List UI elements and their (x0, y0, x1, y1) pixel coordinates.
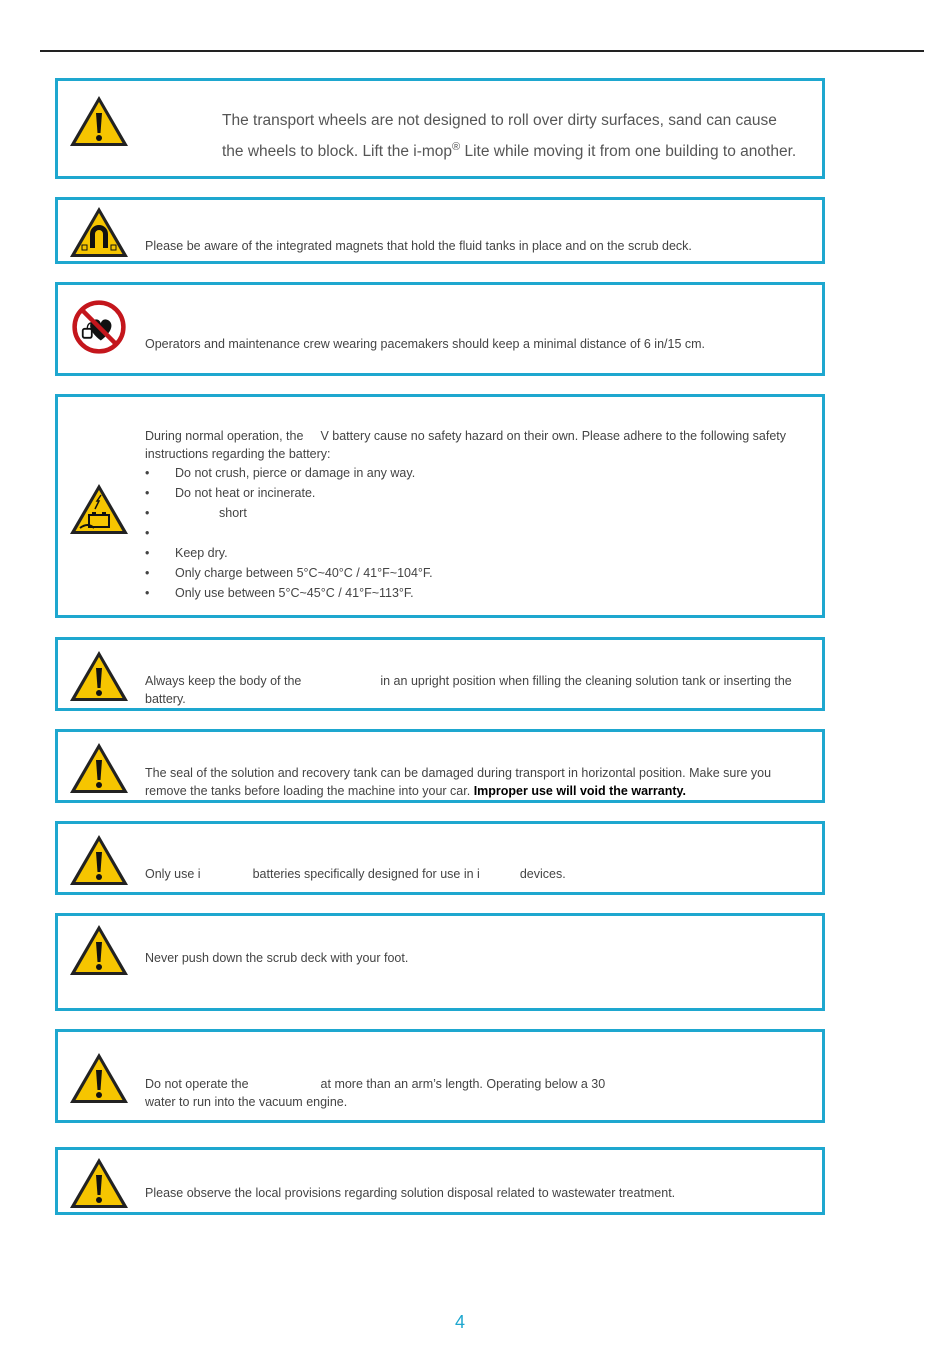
warning-box-magnets (55, 197, 825, 264)
no-pacemaker-icon (68, 299, 130, 355)
list-item: • Only charge between 5°C~40°C / 41°F~104°F. (145, 566, 433, 580)
warning-box-pacemaker (55, 282, 825, 376)
page-number: 4 (454, 1312, 465, 1332)
warning-text-disposal: Please observe the local provisions regarding solution disposal related to wastewater treatment. (145, 1186, 676, 1200)
warranty-notice: Improper use will void the warranty. (473, 784, 687, 798)
warning-text-pacemaker: Operators and maintenance crew wearing pacemakers should keep a minimal distance of 6 in/15 cm. (145, 337, 706, 351)
warning-text-tank-seal: The seal of the solution and recovery tank can be damaged during transport in horizontal position. Make sure you remove the tanks before loading the machine into your car. Improper use will void the warranty. (145, 766, 772, 798)
magnet-warning-icon (68, 204, 130, 260)
warning-box-disposal (55, 1147, 825, 1215)
warning-box-arm-length (55, 1029, 825, 1123)
warning-text-magnets: Please be aware of the integrated magnets that hold the fluid tanks in place and on the scrub deck. (145, 239, 692, 253)
list-item: • Keep dry. (145, 546, 228, 560)
list-item: • Do not heat or incinerate. (145, 486, 316, 500)
warning-box-tank-seal (55, 729, 825, 803)
warning-text-transport-wheels: The transport wheels are not designed to roll over dirty surfaces, sand can cause the wheels to block. Lift the i-mop® Lite while moving it from one building to another. (222, 112, 797, 161)
warning-box-battery (55, 394, 825, 618)
warning-text-batteries: Only use i batteries specifically designed for use in i devices. (145, 867, 566, 881)
list-item: • Do not crush, pierce or damage in any way. (145, 466, 416, 480)
warning-text-scrub-deck: Never push down the scrub deck with your foot. (145, 951, 409, 965)
warning-box-batteries (55, 821, 825, 895)
header-rule (40, 50, 924, 52)
warning-box-upright (55, 637, 825, 711)
list-item: • short (145, 506, 247, 520)
list-item: • (145, 526, 150, 540)
battery-intro: During normal operation, the V battery cause no safety hazard on their own. Please adhere to the following safety instructions regarding the battery: (145, 429, 786, 461)
warning-triangle-icon (68, 93, 130, 149)
warning-box-scrub-deck (55, 913, 825, 1011)
warning-text-upright: Always keep the body of the in an upright position when filling the cleaning solution tank or inserting the battery. (145, 674, 792, 706)
warning-triangle-icon (68, 832, 130, 888)
warning-triangle-icon (68, 922, 130, 978)
warning-triangle-icon (68, 1050, 130, 1106)
warning-triangle-icon (68, 740, 130, 796)
warning-triangle-icon (68, 1155, 130, 1211)
list-item: • Only use between 5°C~45°C / 41°F~113°F. (145, 586, 414, 600)
warning-box-transport-wheels (55, 78, 825, 179)
warning-text-arm-length: Do not operate the at more than an arm’s length. Operating below a 30 water to run into the vacuum engine. (145, 1077, 606, 1109)
battery-hazard-icon (68, 481, 130, 537)
warning-triangle-icon (68, 648, 130, 704)
battery-instructions (145, 427, 802, 602)
